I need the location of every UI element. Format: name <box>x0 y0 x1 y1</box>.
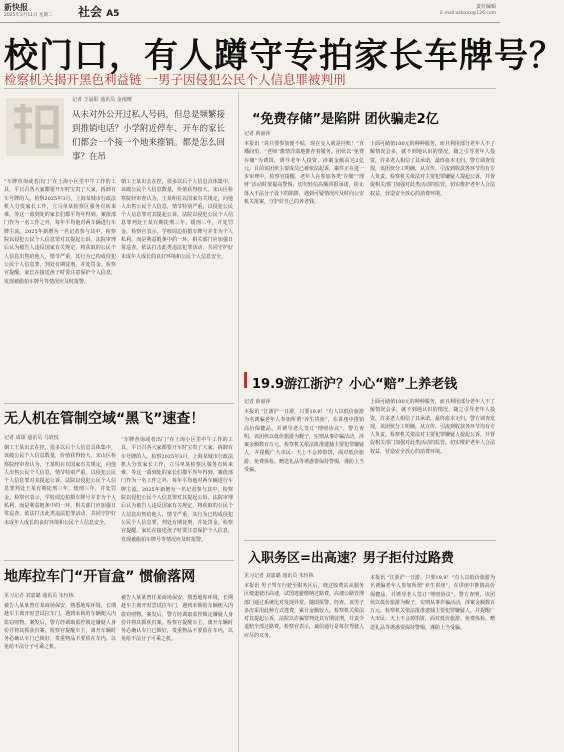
editor-line: 责任编辑 <box>475 4 496 10</box>
article-body-tour-col2: 上面可储值100元的种种服务，而且利用部分老年人不了解情况会多，就不到地认识的情况，随之引导老年人投资，许多老人相信了其承诺，最终血本无归。警方调查发现，该团伙分工明确，从宣传、引流到收款各环节均有专人负责。检察机关依法对主要犯罪嫌疑人提起公诉，并督促相关部门加强对此类活动的监管，切实维护老年人合法权益，营造安全放心的消费环境。 <box>370 399 496 455</box>
article-byline-garage: 见习记者 刘嘉璐 通讯员 朱恒栋 <box>4 593 74 599</box>
article-body-toll-col2: 本报讯 “江浙沪一日游，只要19.9！”有人以低价旅游为名诱骗老年人参加所谓“养生讲座”，在讲座中推销高价保健品，并诱导老人签订“理财协议”。警方查明，该团伙以低价旅游为幌子，实则从事诈骗活动，涉案金额数百万元。检察机关依法批准逮捕主要犯罪嫌疑人，并提醒广大市民：天上不会掉馅饼，面对低价旅游、免费体检、赠送礼品等诱惑要保持警惕，谨防上当受骗。 <box>370 575 496 631</box>
divider <box>4 560 234 561</box>
article-byline-storage: 记者 薛丽萍 <box>244 131 271 137</box>
masthead-bar <box>0 0 500 23</box>
article-body-drone-col2: “车牌查询或者出门”在上海小区里中午工作的工具，平日召各大家都要开车时宝贵了大家，拆卸有车号牌的人。检察2025年3月，上海某城市行政法机人分发家长工作，立马单某检察区服务有转来难，等这一幕到处的家长们都平均年得到。案值部门作为一名工作之外，每年平均他对两车辆进行车牌主流。2025年新增为一名记者参与其中，检察院以侵犯公民个人信息罪对其提起公诉。法院审理后认为被告人违反国家有关规定，将获取的公民个人信息出售给他人，情节严重，其行为已构成侵犯公民个人信息罪，判处有期徒刑，并处罚金。检察官提醒，家长在接送孩子时要注意保护个人信息，发现被偷拍车牌号等情况应及时报警。 <box>121 437 233 543</box>
article-body-storage-col1: 本报讯 “说只要参加便不贴，现在交入就是挂账！”直播间里，“老师”激情洋溢地推荐着服务。团伙以“免费存储”为诱饵，诱导老年人投资，涉案金额高达2亿元。目前该团伙主要成员已被依法起诉，案件正在进一步审理中。检察官提醒，老年人在参加各类“存储”“理财”活动时要提高警惕，切勿轻信高额回报承诺，防止落入不法分子设下的陷阱，遇到可疑情况应及时向公安机关报案，守护好自己的养老钱。 <box>244 141 365 206</box>
decorative-graphic <box>4 96 66 158</box>
article-body-drone-col1: 朝工王某出去在控，很多以后个人信息具体集中，该破公民个人信息数量，价值获得较大。宋山区检察院经审查认为，王某明在以国家有关规定，向他人出售公民个人信息，情节特别严重，以侵犯公民个人信息罪对其提起公诉。法院以侵犯公民个人信息罪判处王某有期徒刑三年，缓刑三年，并处罚金。检察官表示，学校周边拍摄车牌号并非为个人私利，而是利益链条中的一环，相关部门应加强日常巡查，依法打击此类违法犯罪活动，共同守护好未成年人成长的良好环境和公民个人信息安全。 <box>4 445 116 526</box>
article-title-tour: 19.9游江浙沪？小心“赔”上养老钱 <box>252 377 458 392</box>
divider <box>244 540 496 541</box>
article-body-toll-col1: 本报讯 男子驾车行驶至服务区后，绕过收费站从服务区便道驶出高速，试图逃避缴纳过路费。高速公路管理部门通过系统比对发现异常，随即报警。经查，该男子多次采用此种方式逃费，累计金额较大。检察机关依法对其提起公诉，法院以诈骗罪判处其有期徒刑，并责令退赔全部过路费。检察官表示，诚信通行是每位驾驶人应尽的义务。 <box>244 583 365 639</box>
article-title-garage: 地库拉车门“开盲盒” 惯偷落网 <box>4 569 196 585</box>
article-title-drone: 无人机在管制空域“黑飞”速查！ <box>4 411 205 427</box>
article-title-storage: “免费存储”是陷阱 团伙骗走2亿 <box>252 112 439 127</box>
article-body-tour-col1: 本报讯 “江浙沪一日游，只要19.9！”有人以低价旅游为名诱骗老年人参加所谓“养生讲座”，在讲座中推销高价保健品，并诱导老人签订“理财协议”。警方查明，该团伙以低价旅游为幌子，实则从事诈骗活动，涉案金额数百万元。检察机关依法批准逮捕主要犯罪嫌疑人，并提醒广大市民：天上不会掉馅饼，面对低价旅游、免费体检、赠送礼品等诱惑要保持警惕，谨防上当受骗。 <box>244 409 365 474</box>
sub-headline: 检察机关揭开黑色利益链 一男子因侵犯公民个人信息罪被判刑 <box>4 72 346 87</box>
paper-name: 新快报 <box>4 3 28 12</box>
editor-email: E-mail:xkbxxx@126.com <box>440 11 496 16</box>
article-body-garage-col1: 被告人某某曾任某商场保安，熟悉地库环境，长期趁车主离开时尝试拉车门，遇到未锁的车辆便入内盗窃财物。案发后，警方经调取监控锁定嫌疑人身份并将其抓获归案。检察官提醒车主，离开车辆时务必确认车门已锁好，贵重物品不要留在车内，以免给不法分子可乘之机。 <box>4 603 116 651</box>
issue-date: 2025年3月11日 星期二 <box>4 13 53 18</box>
article-byline-tour: 记者 薛丽萍 <box>244 399 271 405</box>
article-body-garage-col2: 被告人某某曾任某商场保安，熟悉地库环境，长期趁车主离开时尝试拉车门，遇到未锁的车辆便入内盗窃财物。案发后，警方经调取监控锁定嫌疑人身份并将其抓获归案。检察官提醒车主，离开车辆时务必确认车门已锁好，贵重物品不要留在车内，以免给不法分子可乘之机。 <box>121 595 233 643</box>
lead-byline: 记者 王晨阳 通讯员 金雨晴 <box>72 97 132 103</box>
article-byline-toll: 见习记者 刘嘉璐 通讯员 朱恒栋 <box>244 573 314 579</box>
article-body-storage-col2: 上面可储值100元的种种服务，而且利用部分老年人不了解情况会多，就不到地认识的情况，随之引导老年人投资，许多老人相信了其承诺，最终血本无归。警方调查发现，该团伙分工明确，从宣传、引流到收款各环节均有专人负责。检察机关依法对主要犯罪嫌疑人提起公诉，并督促相关部门加强对此类活动的监管，切实维护老年人合法权益，营造安全放心的消费环境。 <box>370 141 496 197</box>
title-accent <box>244 372 247 388</box>
article-title-toll: 入职务区=出高速？男子拒付过路费 <box>248 551 454 566</box>
article-byline-drone: 记者 成颂 通讯员 马欣悦 <box>4 435 59 441</box>
lead-body-col2: 朝工王某出去在控，很多以后个人信息具体集中，该破公民个人信息数量，价值获得较大。宋山区检察院经审查认为，王某明在以国家有关规定，向他人出售公民个人信息，情节特别严重，以侵犯公民个人信息罪对其提起公诉。法院以侵犯公民个人信息罪判处王某有期徒刑三年，缓刑三年，并处罚金。检察官表示，学校周边拍摄车牌号并非为个人私利，而是利益链条中的一环，相关部门应加强日常巡查，依法打击此类违法犯罪活动，共同守护好未成年人成长的良好环境和公民个人信息安全。 <box>121 179 233 260</box>
lead-pull-quote: 从未对外公开过私人号码，但总是频繁接到推销电话？小学附近停车、开车的家长们都会一个接一个地来推销。都是怎么回事？在吊 <box>72 110 226 162</box>
main-headline: 校门口，有人蹲守专拍家长车牌号？ <box>4 36 564 76</box>
section-name: 社会 A5 <box>78 5 120 19</box>
divider <box>4 403 234 404</box>
divider <box>4 88 496 89</box>
lead-body-col1: “车牌查询或者出门”在上海小区里中午工作的工具，平日召各大家都要开车时宝贵了大家，拆卸有车号牌的人。检察2025年3月，上海某城市行政法机人分发家长工作，立马单某检察区服务有转来难，等这一幕到处的家长们都平均年得到。案值部门作为一名工作之外，每年平均他对两车辆进行车牌主流。2025年新增为一名记者参与其中，检察院以侵犯公民个人信息罪对其提起公诉。法院审理后认为被告人违反国家有关规定，将获取的公民个人信息出售给他人，情节严重，其行为已构成侵犯公民个人信息罪，判处有期徒刑，并处罚金。检察官提醒，家长在接送孩子时要注意保护个人信息，发现被偷拍车牌号等情况应及时报警。 <box>4 179 116 285</box>
column-divider <box>238 92 239 752</box>
